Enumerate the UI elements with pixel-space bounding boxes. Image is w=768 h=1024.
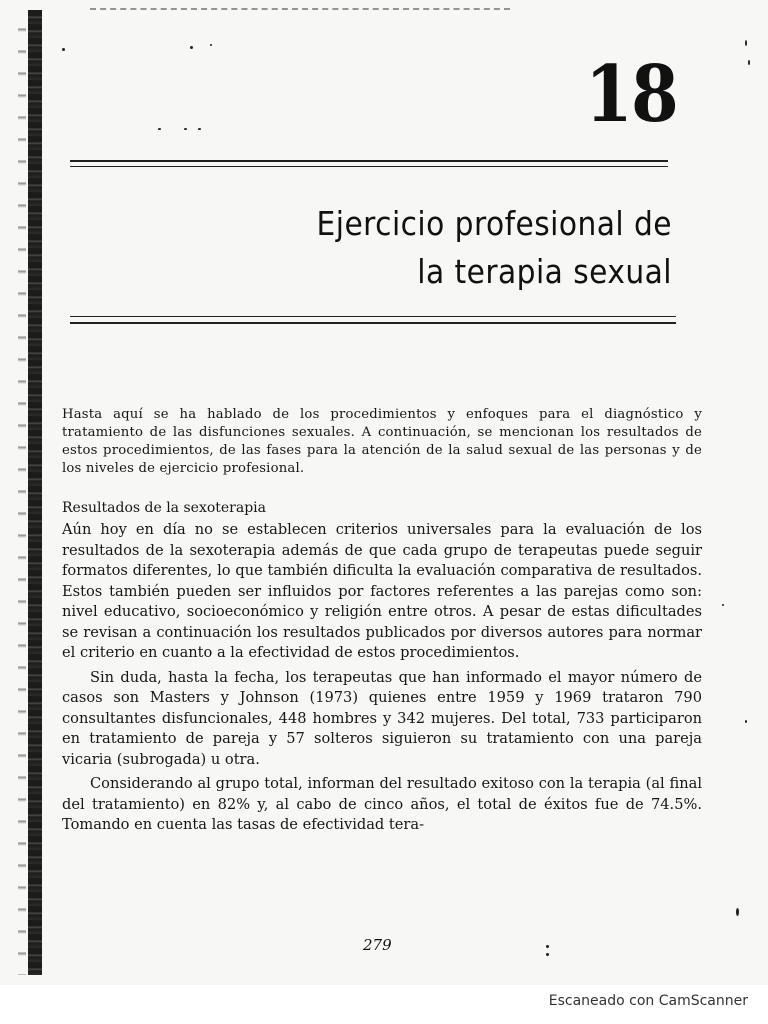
body-paragraph: Considerando al grupo total, informan del resultado exitoso con la terapia (al final del tratamiento) en 82% y, al cabo de cinco años, el total de éxitos fue de 74.5%. Tomando en cuenta las tasas de efectividad tera- [62,775,702,833]
bottom-rule [70,322,676,324]
intro-paragraph: Hasta aquí se ha hablado de los procedimientos y enfoques para el diagnóstico y tratamiento de las disfunciones sexuales. A continuación, se mencionan los resultados de estos procedimientos, de las fases para la atención de la salud sexual de las personas y de los niveles de ejercicio profesional. [62,407,702,476]
chapter-title-line1: Ejercicio profesional de [316,204,672,243]
chapter-title [172,200,672,296]
body-paragraph: Sin duda, hasta la fecha, los terapeutas que han informado el mayor número de casos son Masters y Johnson (1973) quienes entre 1959 y 1969 trataron 790 consultantes disfuncionales, 448 hombres y 342 mujeres. Del total, 733 participaron en tratamiento de pareja y 57 solteros siguieron su tratamiento con una pareja vicaria (subrogada) u otra. [62,668,702,768]
binding-edge [28,10,42,975]
camscanner-watermark: Escaneado con CamScanner [548,993,748,1009]
top-rule-secondary [70,166,668,167]
top-rule [70,160,668,162]
chapter-title-line2: la terapia sexual [417,252,672,291]
chapter-number: 18 [585,49,678,140]
body-paragraph: Aún hoy en día no se establecen criterios universales para la evaluación de los resultados de la sexoterapia además de que cada grupo de terapeutas puede seguir formatos diferentes, lo que también dificulta la evaluación comparativa de resultados. Estos también pueden ser influidos por factores referentes a las parejas como son: nivel educativo, socioeconómico y religión entre otros. A pesar de estas dificultades se revisan a continuación los resultados publicados por diversos autores para normar el criterio en cuanto a la efectividad de estos procedimientos. [62,521,702,661]
page-number: 279 [363,936,392,954]
scan-noise [90,8,510,26]
body-text [62,406,702,840]
bottom-rule-secondary [70,316,676,317]
section-heading: Resultados de la sexoterapia [62,500,267,516]
